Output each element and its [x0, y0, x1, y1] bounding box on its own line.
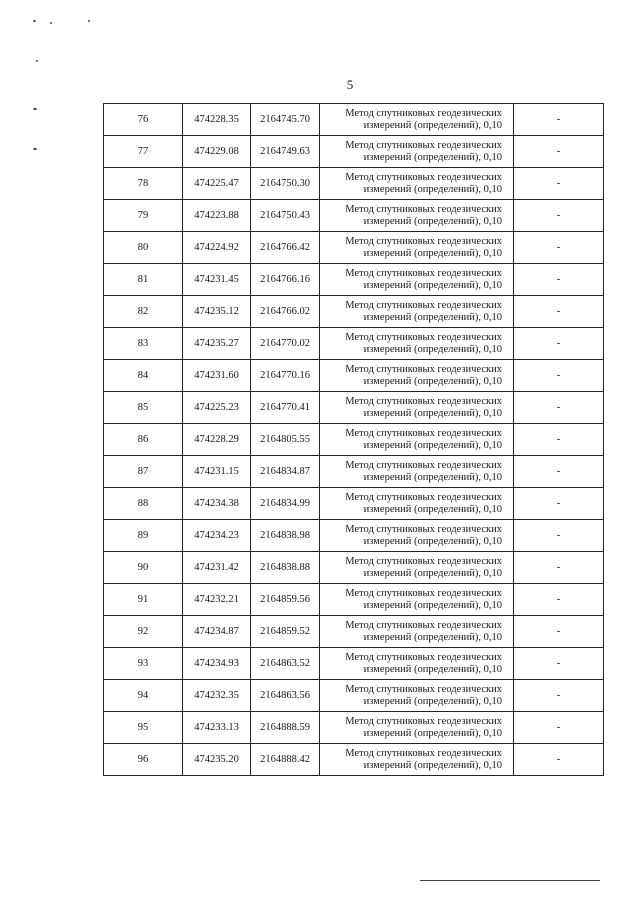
method-line-1: Метод спутниковых геодезических — [345, 299, 502, 311]
table-row — [104, 616, 604, 648]
method-cell — [320, 392, 514, 424]
table-row — [104, 136, 604, 168]
coord-x-cell: 474231.45 — [183, 264, 251, 296]
point-number-cell: 85 — [104, 392, 183, 424]
table-row — [104, 296, 604, 328]
method-cell — [320, 456, 514, 488]
method-line-1: Метод спутниковых геодезических — [345, 427, 502, 439]
point-number-cell: 82 — [104, 296, 183, 328]
method-line-1: Метод спутниковых геодезических — [345, 747, 502, 759]
point-number-cell: 76 — [104, 104, 183, 136]
method-cell — [320, 424, 514, 456]
point-number-cell: 86 — [104, 424, 183, 456]
coord-y-cell: 2164863.52 — [251, 648, 320, 680]
method-cell — [320, 712, 514, 744]
method-line-2: измерений (определений), 0,10 — [363, 663, 502, 675]
table-row — [104, 680, 604, 712]
coord-y-cell: 2164750.43 — [251, 200, 320, 232]
coord-y-cell: 2164863.56 — [251, 680, 320, 712]
description-cell: - — [514, 616, 604, 648]
table-row — [104, 584, 604, 616]
method-line-2: измерений (определений), 0,10 — [363, 727, 502, 739]
coord-x-cell: 474223.88 — [183, 200, 251, 232]
description-cell: - — [514, 680, 604, 712]
point-number-cell: 87 — [104, 456, 183, 488]
method-line-2: измерений (определений), 0,10 — [363, 375, 502, 387]
description-cell: - — [514, 712, 604, 744]
method-line-2: измерений (определений), 0,10 — [363, 407, 502, 419]
point-number-cell: 89 — [104, 520, 183, 552]
description-cell: - — [514, 360, 604, 392]
description-cell: - — [514, 328, 604, 360]
coord-y-cell: 2164859.56 — [251, 584, 320, 616]
table-body — [104, 104, 604, 776]
method-line-1: Метод спутниковых геодезических — [345, 395, 502, 407]
coord-y-cell: 2164838.88 — [251, 552, 320, 584]
coord-y-cell: 2164805.55 — [251, 424, 320, 456]
description-cell: - — [514, 552, 604, 584]
table-row — [104, 168, 604, 200]
method-line-1: Метод спутниковых геодезических — [345, 523, 502, 535]
point-number-cell: 92 — [104, 616, 183, 648]
coord-x-cell: 474234.87 — [183, 616, 251, 648]
coord-y-cell: 2164834.99 — [251, 488, 320, 520]
description-cell: - — [514, 168, 604, 200]
coord-y-cell: 2164888.59 — [251, 712, 320, 744]
method-line-2: измерений (определений), 0,10 — [363, 535, 502, 547]
coord-x-cell: 474235.20 — [183, 744, 251, 776]
method-line-2: измерений (определений), 0,10 — [363, 343, 502, 355]
coord-y-cell: 2164838.98 — [251, 520, 320, 552]
coord-x-cell: 474234.38 — [183, 488, 251, 520]
scan-speck — [50, 22, 52, 24]
method-cell — [320, 136, 514, 168]
point-number-cell: 78 — [104, 168, 183, 200]
table-row — [104, 392, 604, 424]
description-cell: - — [514, 488, 604, 520]
coord-y-cell: 2164770.02 — [251, 328, 320, 360]
coord-y-cell: 2164766.16 — [251, 264, 320, 296]
method-line-1: Метод спутниковых геодезических — [345, 331, 502, 343]
method-line-1: Метод спутниковых геодезических — [345, 171, 502, 183]
method-cell — [320, 744, 514, 776]
coord-x-cell: 474224.92 — [183, 232, 251, 264]
table-row — [104, 232, 604, 264]
method-line-2: измерений (определений), 0,10 — [363, 695, 502, 707]
coord-x-cell: 474228.29 — [183, 424, 251, 456]
coord-y-cell: 2164766.02 — [251, 296, 320, 328]
point-number-cell: 81 — [104, 264, 183, 296]
coord-x-cell: 474232.21 — [183, 584, 251, 616]
method-cell — [320, 200, 514, 232]
table-row — [104, 552, 604, 584]
coord-y-cell: 2164888.42 — [251, 744, 320, 776]
coord-y-cell: 2164770.41 — [251, 392, 320, 424]
table-row — [104, 744, 604, 776]
method-line-2: измерений (определений), 0,10 — [363, 471, 502, 483]
method-line-1: Метод спутниковых геодезических — [345, 715, 502, 727]
coord-y-cell: 2164766.42 — [251, 232, 320, 264]
coord-x-cell: 474225.47 — [183, 168, 251, 200]
method-line-2: измерений (определений), 0,10 — [363, 759, 502, 771]
page-number: 5 — [346, 77, 354, 92]
description-cell: - — [514, 232, 604, 264]
table-row — [104, 360, 604, 392]
coord-x-cell: 474235.12 — [183, 296, 251, 328]
method-cell — [320, 584, 514, 616]
description-cell: - — [514, 104, 604, 136]
method-line-2: измерений (определений), 0,10 — [363, 183, 502, 195]
table-row — [104, 456, 604, 488]
coord-x-cell: 474231.42 — [183, 552, 251, 584]
method-cell — [320, 488, 514, 520]
method-line-1: Метод спутниковых геодезических — [345, 139, 502, 151]
description-cell: - — [514, 200, 604, 232]
method-line-2: измерений (определений), 0,10 — [363, 247, 502, 259]
method-line-1: Метод спутниковых геодезических — [345, 363, 502, 375]
method-cell — [320, 296, 514, 328]
description-cell: - — [514, 744, 604, 776]
method-line-1: Метод спутниковых геодезических — [345, 235, 502, 247]
point-number-cell: 84 — [104, 360, 183, 392]
method-line-2: измерений (определений), 0,10 — [363, 503, 502, 515]
table-row — [104, 328, 604, 360]
description-cell: - — [514, 392, 604, 424]
table-row — [104, 200, 604, 232]
coord-x-cell: 474234.23 — [183, 520, 251, 552]
method-cell — [320, 616, 514, 648]
method-cell — [320, 360, 514, 392]
method-line-1: Метод спутниковых геодезических — [345, 619, 502, 631]
point-number-cell: 88 — [104, 488, 183, 520]
point-number-cell: 93 — [104, 648, 183, 680]
table-row — [104, 712, 604, 744]
coord-x-cell: 474229.08 — [183, 136, 251, 168]
coord-x-cell: 474228.35 — [183, 104, 251, 136]
coord-y-cell: 2164745.70 — [251, 104, 320, 136]
method-cell — [320, 264, 514, 296]
table-row — [104, 104, 604, 136]
method-cell — [320, 552, 514, 584]
point-number-cell: 94 — [104, 680, 183, 712]
method-line-2: измерений (определений), 0,10 — [363, 279, 502, 291]
point-number-cell: 77 — [104, 136, 183, 168]
method-cell — [320, 328, 514, 360]
table-row — [104, 488, 604, 520]
footer-rule — [420, 880, 600, 881]
method-line-2: измерений (определений), 0,10 — [363, 439, 502, 451]
description-cell: - — [514, 424, 604, 456]
coord-y-cell: 2164859.52 — [251, 616, 320, 648]
table-row — [104, 648, 604, 680]
method-cell — [320, 520, 514, 552]
method-cell — [320, 104, 514, 136]
point-number-cell: 91 — [104, 584, 183, 616]
coord-x-cell: 474231.15 — [183, 456, 251, 488]
point-number-cell: 83 — [104, 328, 183, 360]
table-row — [104, 424, 604, 456]
coord-x-cell: 474225.23 — [183, 392, 251, 424]
scan-speck — [33, 108, 37, 110]
coordinates-table — [103, 103, 604, 776]
method-line-1: Метод спутниковых геодезических — [345, 555, 502, 567]
point-number-cell: 95 — [104, 712, 183, 744]
method-line-1: Метод спутниковых геодезических — [345, 491, 502, 503]
coord-x-cell: 474231.60 — [183, 360, 251, 392]
method-line-2: измерений (определений), 0,10 — [363, 631, 502, 643]
method-cell — [320, 648, 514, 680]
scan-speck — [33, 20, 36, 22]
point-number-cell: 90 — [104, 552, 183, 584]
method-line-2: измерений (определений), 0,10 — [363, 151, 502, 163]
scan-speck — [36, 60, 38, 62]
method-line-2: измерений (определений), 0,10 — [363, 119, 502, 131]
description-cell: - — [514, 136, 604, 168]
coord-y-cell: 2164834.87 — [251, 456, 320, 488]
table-row — [104, 264, 604, 296]
method-cell — [320, 680, 514, 712]
description-cell: - — [514, 264, 604, 296]
method-line-1: Метод спутниковых геодезических — [345, 651, 502, 663]
coord-y-cell: 2164750.30 — [251, 168, 320, 200]
point-number-cell: 79 — [104, 200, 183, 232]
method-line-1: Метод спутниковых геодезических — [345, 587, 502, 599]
point-number-cell: 96 — [104, 744, 183, 776]
coord-x-cell: 474234.93 — [183, 648, 251, 680]
method-line-1: Метод спутниковых геодезических — [345, 459, 502, 471]
scan-speck — [33, 148, 37, 150]
method-line-2: измерений (определений), 0,10 — [363, 311, 502, 323]
description-cell: - — [514, 296, 604, 328]
coord-x-cell: 474233.13 — [183, 712, 251, 744]
method-cell — [320, 168, 514, 200]
coord-x-cell: 474232.35 — [183, 680, 251, 712]
description-cell: - — [514, 456, 604, 488]
method-line-1: Метод спутниковых геодезических — [345, 107, 502, 119]
method-line-2: измерений (определений), 0,10 — [363, 599, 502, 611]
method-cell — [320, 232, 514, 264]
method-line-1: Метод спутниковых геодезических — [345, 267, 502, 279]
method-line-1: Метод спутниковых геодезических — [345, 203, 502, 215]
description-cell: - — [514, 584, 604, 616]
description-cell: - — [514, 648, 604, 680]
coord-x-cell: 474235.27 — [183, 328, 251, 360]
point-number-cell: 80 — [104, 232, 183, 264]
table-row — [104, 520, 604, 552]
scan-speck — [88, 20, 90, 22]
coord-y-cell: 2164749.63 — [251, 136, 320, 168]
method-line-2: измерений (определений), 0,10 — [363, 567, 502, 579]
method-line-1: Метод спутниковых геодезических — [345, 683, 502, 695]
coord-y-cell: 2164770.16 — [251, 360, 320, 392]
method-line-2: измерений (определений), 0,10 — [363, 215, 502, 227]
description-cell: - — [514, 520, 604, 552]
